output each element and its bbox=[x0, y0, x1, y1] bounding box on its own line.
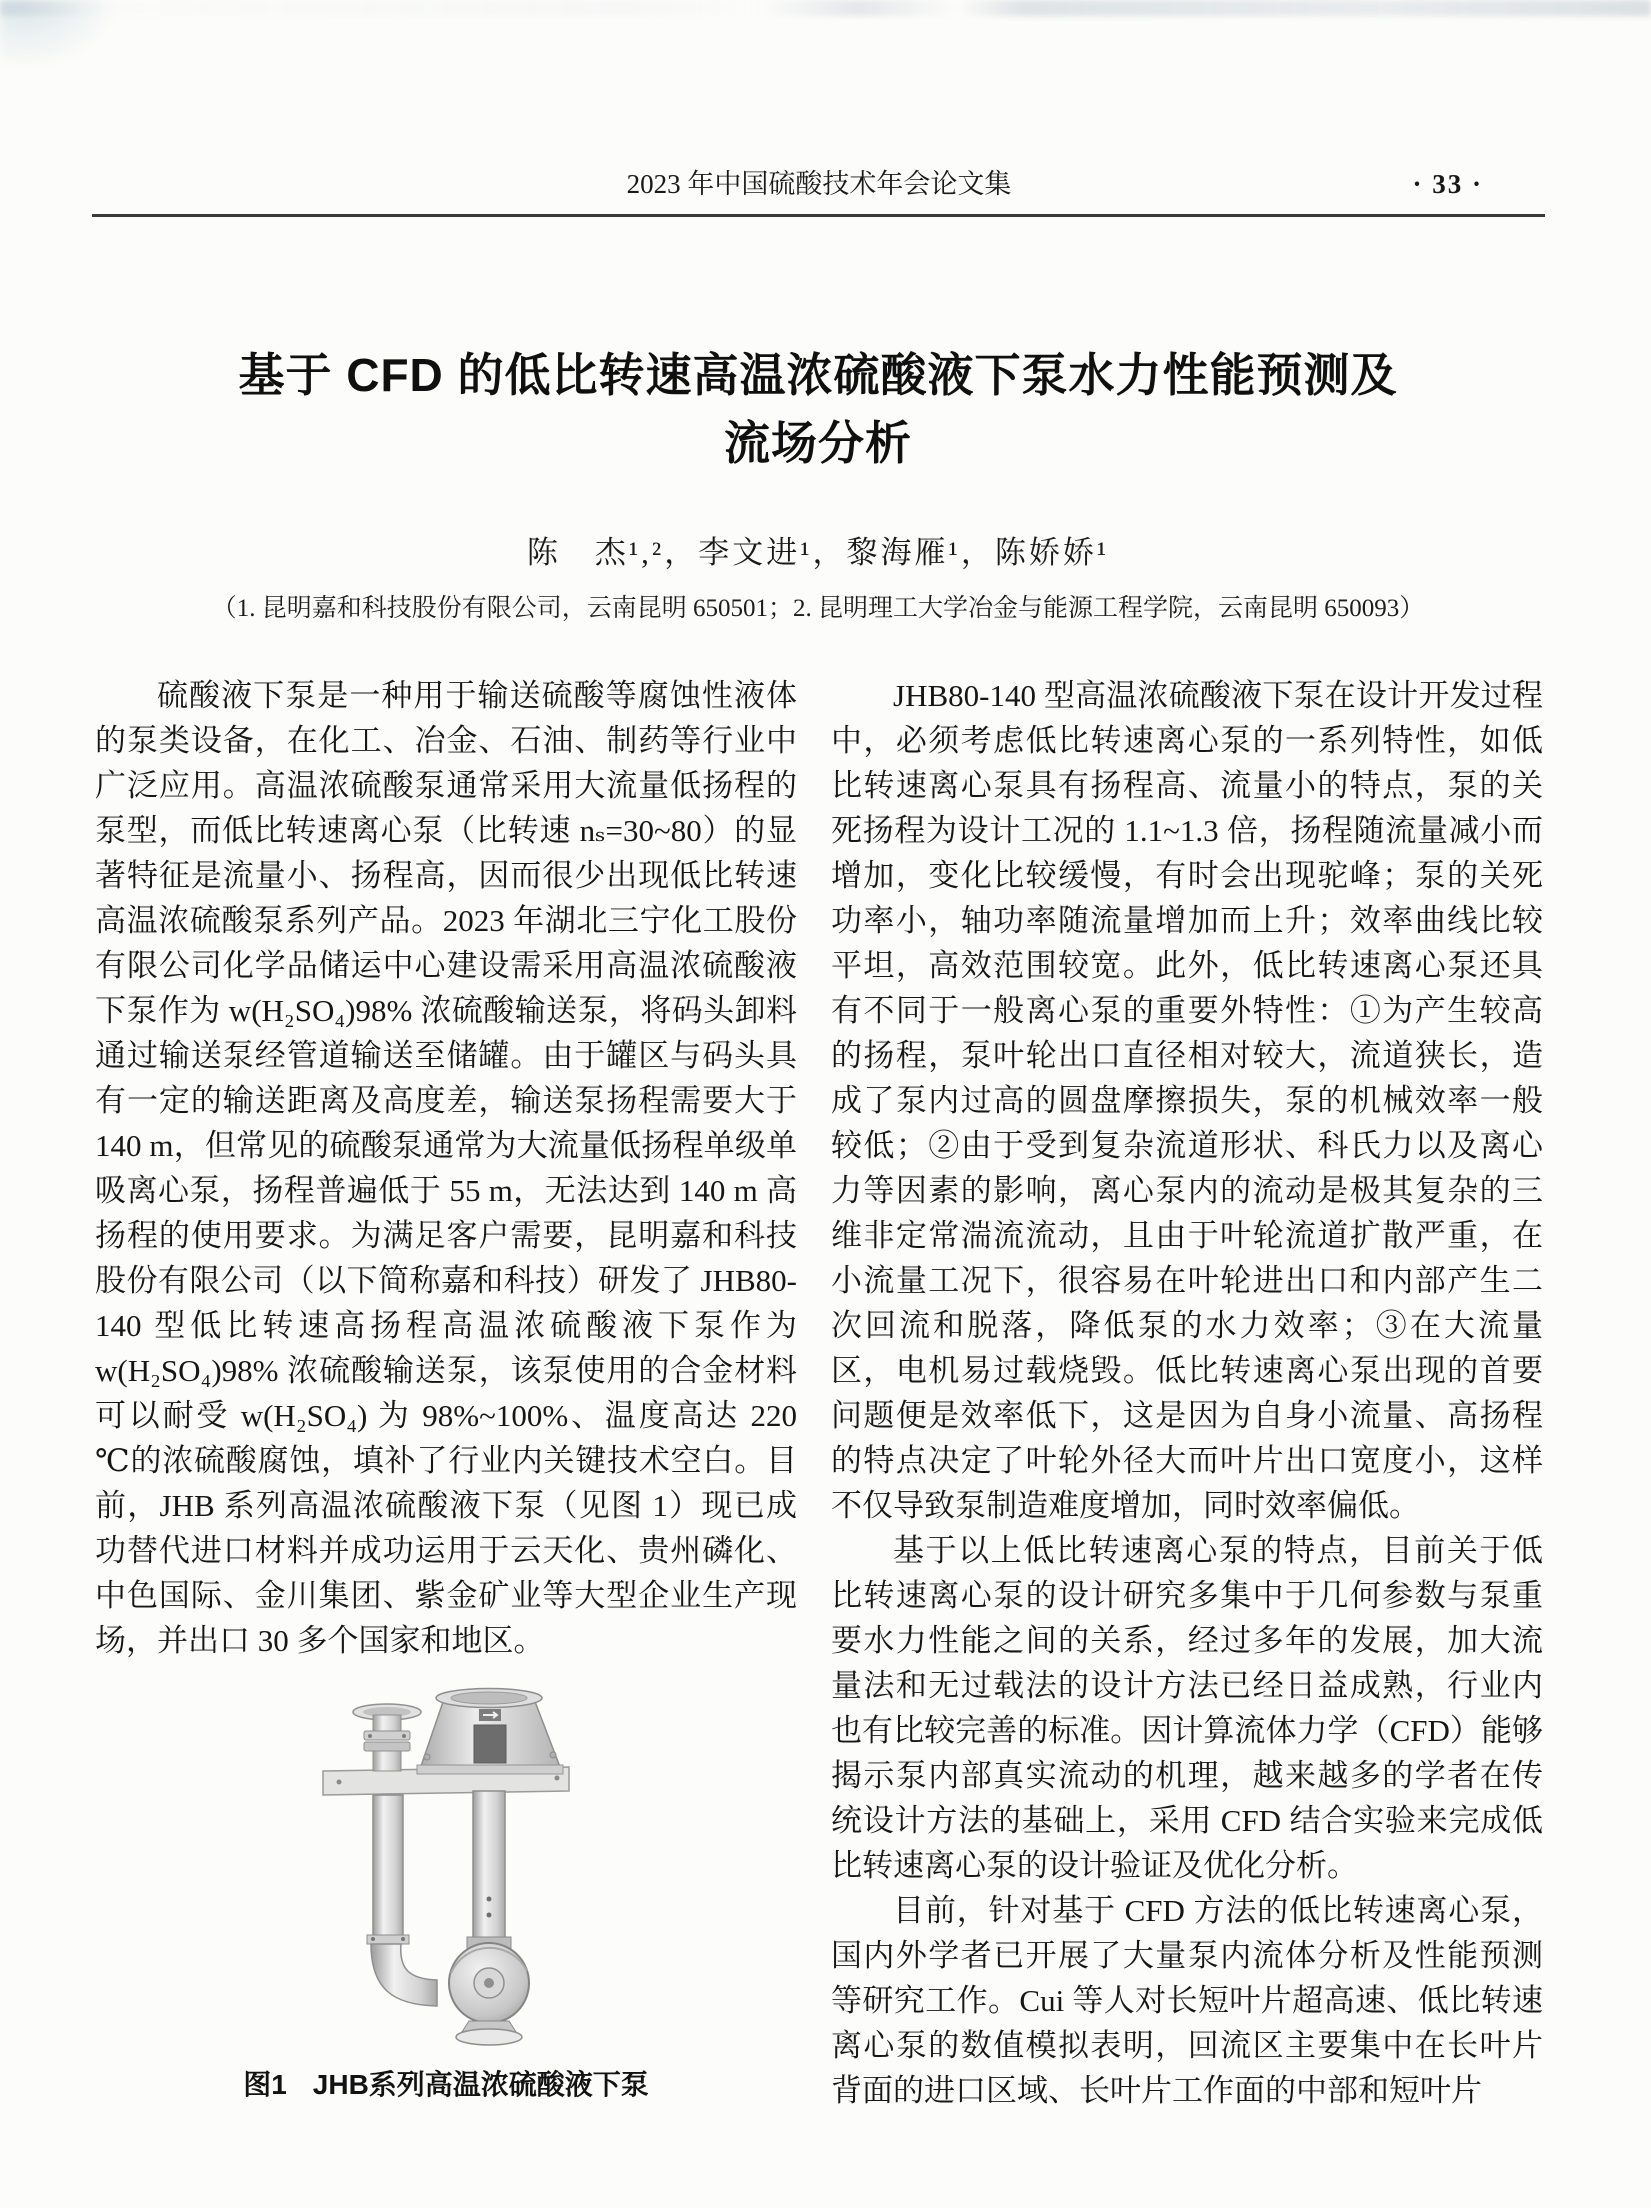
right-column bbox=[831, 673, 1543, 2113]
paragraph: 目前，针对基于 CFD 方法的低比转速离心泵，国内外学者已开展了大量泵内流体分析及性能预测等研究工作。Cui 等人对长短叶片超高速、低比转速离心泵的数值模拟表明，回流区主要集中在长叶片背面的进口区域、长叶片工作面的中部和短叶片 bbox=[831, 1893, 1543, 2108]
pump-photo bbox=[321, 1685, 571, 2047]
left-column bbox=[95, 673, 797, 2113]
scan-artifact-corner bbox=[0, 0, 120, 70]
paper-title-line1: 基于 CFD 的低比转速高温浓硫酸液下泵水力性能预测及 bbox=[238, 349, 1398, 401]
paragraph: 基于以上低比转速离心泵的特点，目前关于低比转速离心泵的设计研究多集中于几何参数与泵重要水力性能之间的关系，经过多年的发展，加大流量法和无过载法的设计方法已经日益成熟，行业内也有比较完善的标准。因计算流体力学（CFD）能够揭示泵内部真实流动的机理，越来越多的学者在传统设计方法的基础上，采用 CFD 结合实验来完成低比转速离心泵的设计验证及优化分析。 bbox=[831, 1533, 1543, 1883]
figure-caption-label: 图1 bbox=[243, 2069, 287, 2100]
running-head bbox=[95, 168, 1543, 202]
figure-1 bbox=[95, 1685, 797, 2102]
authors-line: 陈 杰¹,²，李文进¹，黎海雁¹，陈娇娇¹ bbox=[526, 535, 1110, 570]
paper-title-line2: 流场分析 bbox=[724, 417, 912, 469]
affiliation-line: （1. 昆明嘉和科技股份有限公司，云南昆明 650501；2. 昆明理工大学冶金与能源工程学院，云南昆明 650093） bbox=[211, 595, 1425, 622]
scan-artifact-top bbox=[0, 0, 1651, 16]
paragraph: 硫酸液下泵是一种用于输送硫酸等腐蚀性液体的泵类设备，在化工、冶金、石油、制药等行业中广泛应用。高温浓硫酸泵通常采用大流量低扬程的泵型，而低比转速离心泵（比转速 nₛ=30~80）的显著特征是流量小、扬程高，因而很少出现低比转速高温浓硫酸泵系列产品。2023 年湖北三宁化工股份有限公司化学品储运中心建设需采用高温浓硫酸液下泵作为 w(H₂SO₄)98% 浓硫酸输送泵，将码头卸料通过输送泵经管道输送至储罐。由于罐区与码头具有一定的输送距离及高度差，输送泵扬程需要大于 140 m，但常见的硫酸泵通常为大流量低扬程单级单吸离心泵，扬程普遍低于 55 m，无法达到 140 m 高扬程的使用要求。为满足客户需要，昆明嘉和科技股份有限公司（以下简称嘉和科技）研发了 JHB80-140 型低比转速高扬程高温浓硫酸液下泵作为 w(H₂SO₄)98% 浓硫酸输送泵，该泵使用的合金材料可以耐受 w(H₂SO₄) 为 98%~100%、温度高达 220 ℃的浓硫酸腐蚀，填补了行业内关键技术空白。目前，JHB 系列高温浓硫酸液下泵（见图 1）现已成功替代进口材料并成功运用于云天化、贵州磷化、中色国际、金川集团、紫金矿业等大型企业生产现场，并出口 30 多个国家和地区。 bbox=[95, 678, 797, 1658]
figure-caption-text: JHB系列高温浓硫酸液下泵 bbox=[312, 2069, 649, 2100]
page-number: · 33 · bbox=[1412, 169, 1483, 199]
two-column-body bbox=[95, 673, 1543, 2113]
paper-title bbox=[95, 341, 1541, 477]
journal-title: 2023 年中国硫酸技术年会论文集 bbox=[626, 169, 1012, 199]
paragraph: JHB80-140 型高温浓硫酸液下泵在设计开发过程中，必须考虑低比转速离心泵的一系列特性，如低比转速离心泵具有扬程高、流量小的特点，泵的关死扬程为设计工况的 1.1~1.3 倍，扬程随流量减小而增加，变化比较缓慢，有时会出现驼峰；泵的关死功率小，轴功率随流量增加而上升；效率曲线比较平坦，高效范围较宽。此外，低比转速离心泵还具有不同于一般离心泵的重要外特性：①为产生较高的扬程，泵叶轮出口直径相对较大，流道狭长，造成了泵内过高的圆盘摩擦损失，泵的机械效率一般较低；②由于受到复杂流道形状、科氏力以及离心力等因素的影响，离心泵内的流动是极其复杂的三维非定常湍流流动，且由于叶轮流道扩散严重，在小流量工况下，很容易在叶轮进出口和内部产生二次回流和脱落，降低泵的水力效率；③在大流量区，电机易过载烧毁。低比转速离心泵出现的首要问题便是效率低下，这是因为自身小流量、高扬程的特点决定了叶轮外径大而叶片出口宽度小，这样不仅导致泵制造难度增加，同时效率偏低。 bbox=[831, 678, 1543, 1523]
figure-caption bbox=[95, 2068, 797, 2102]
header-rule bbox=[92, 214, 1545, 217]
